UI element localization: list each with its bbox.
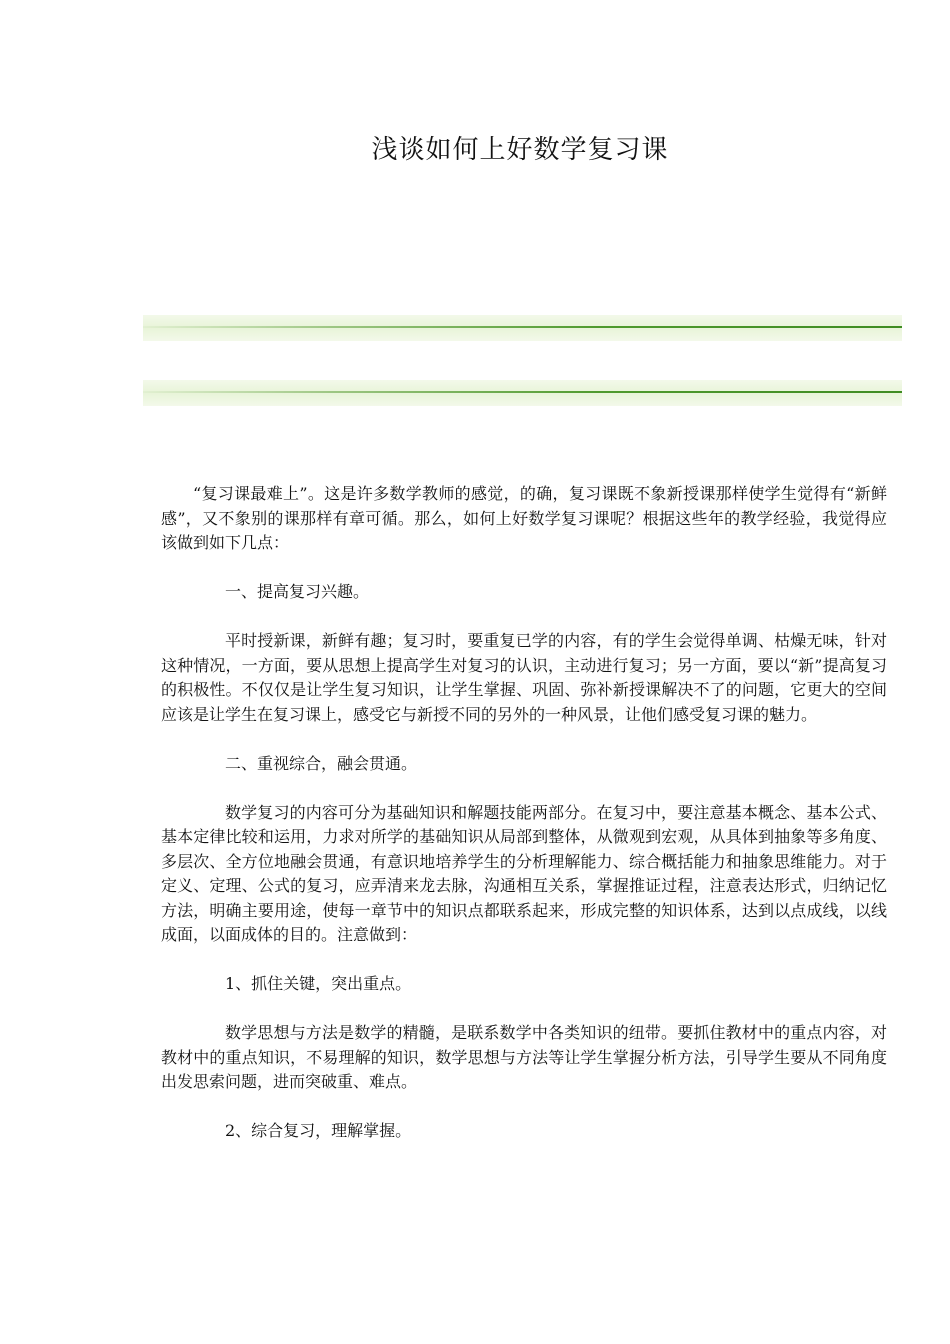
section-heading-2: 二、重视综合，融会贯通。	[225, 753, 418, 773]
section-heading-1: 一、提高复习兴趣。	[225, 582, 370, 601]
subsection-heading-2: 2、综合复习，理解掌握。	[225, 1121, 412, 1140]
document-title: 浅谈如何上好数学复习课	[371, 135, 669, 165]
paragraph-subsection-1: 数学思想与方法是数学的精髓，是联系数学中各类知识的纽带。要抓住教材中的重点内容，对教材中的重点知识，不易理解的知识，数学思想与方法等让学生掌握分析方法，引导学生要从不同角度出发思索问题，进而突破重、难点。	[161, 1023, 887, 1091]
document-body	[161, 482, 887, 1168]
subsection-heading-1: 1、抓住关键，突出重点。	[225, 974, 412, 993]
decorative-divider-bottom	[143, 380, 902, 406]
paragraph-intro: “复习课最难上”。这是许多数学教师的感觉，的确，复习课既不象新授课那样使学生觉得有“新鲜感”，又不象别的课那样有章可循。那么，如何上好数学复习课呢？根据这些年的教学经验，我觉得应该做到如下几点：	[161, 484, 887, 552]
paragraph-section-2: 数学复习的内容可分为基础知识和解题技能两部分。在复习中，要注意基本概念、基本公式、基本定律比较和运用，力求对所学的基础知识从局部到整体，从微观到宏观，从具体到抽象等多角度、多层次、全方位地融会贯通，有意识地培养学生的分析理解能力、综合概括能力和抽象思维能力。对于定义、定理、公式的复习，应弄清来龙去脉，沟通相互关系，掌握推证过程，注意表达形式，归纳记忆方法，明确主要用途，使每一章节中的知识点都联系起来，形成完整的知识体系，达到以点成线，以线成面，以面成体的目的。注意做到：	[161, 802, 887, 944]
decorative-divider-top	[143, 315, 902, 341]
paragraph-section-1: 平时授新课，新鲜有趣；复习时，要重复已学的内容，有的学生会觉得单调、枯燥无味，针对这种情况，一方面，要从思想上提高学生对复习的认识，主动进行复习；另一方面，要以“新”提高复习的积极性。不仅仅是让学生复习知识，让学生掌握、巩固、弥补新授课解决不了的问题，它更大的空间应该是让学生在复习课上，感受它与新授不同的另外的一种风景，让他们感受复习课的魅力。	[161, 631, 887, 724]
